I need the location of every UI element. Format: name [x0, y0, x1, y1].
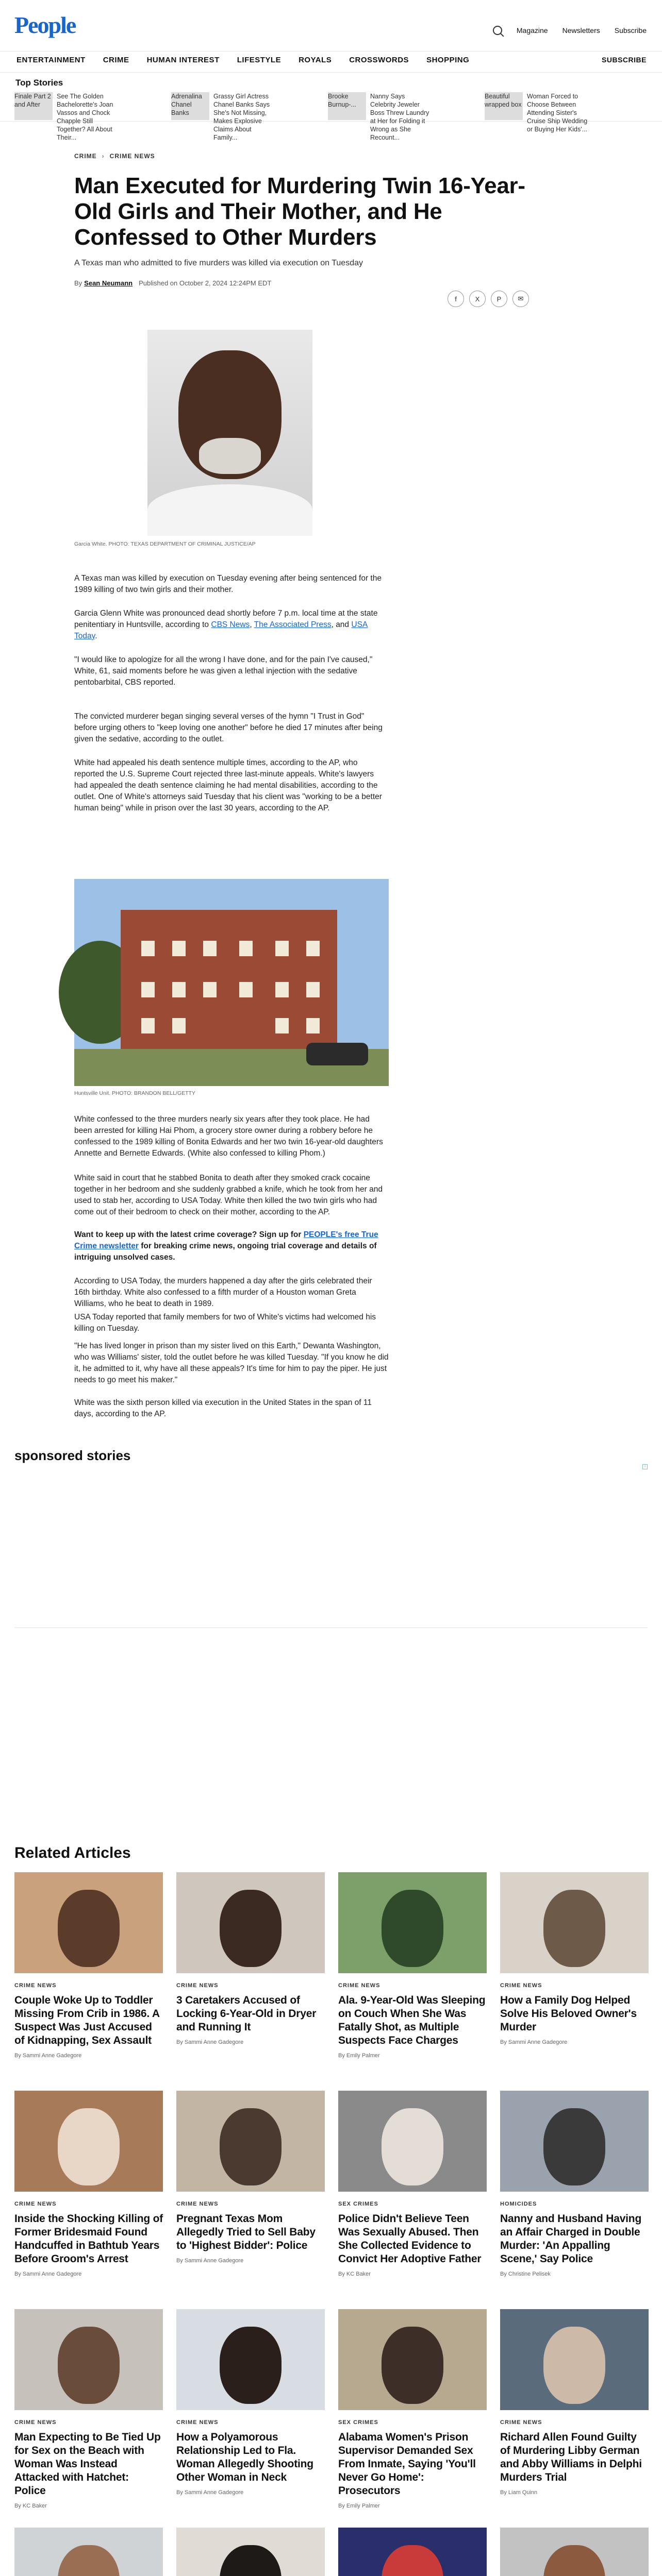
card-author: By Sammi Anne Gadegore	[176, 2258, 244, 2264]
people-logo[interactable]: People	[14, 12, 76, 38]
related-article-card[interactable]	[14, 1872, 163, 2109]
mugshot-shirt	[147, 484, 312, 536]
card-kicker: CRIME NEWS	[338, 1982, 380, 1989]
card-kicker: CRIME NEWS	[14, 2201, 57, 2207]
card-author: By Sammi Anne Gadegore	[14, 2053, 82, 2059]
card-author: By Christine Pelisek	[500, 2271, 551, 2277]
article-paragraph: A Texas man was killed by execution on Tuesday evening after being sentenced for the 1989 killing of two twin girls and their mother.	[74, 574, 382, 594]
card-kicker: CRIME NEWS	[14, 2419, 57, 2426]
article-thumbnail	[14, 2091, 163, 2192]
related-article-card[interactable]	[338, 2309, 487, 2546]
related-article-card[interactable]	[176, 2091, 325, 2328]
card-headline[interactable]: Couple Woke Up to Toddler Missing From Crib in 1986. A Suspect Was Just Accused of Kidnapping, Sex Assault	[14, 1994, 160, 2046]
article-thumbnail	[500, 2309, 649, 2410]
article-thumbnail	[338, 1872, 487, 1973]
top-stories-bar	[0, 72, 662, 141]
magazine-link[interactable]: Magazine	[516, 26, 548, 35]
breadcrumb-crime[interactable]: CRIME	[74, 152, 97, 160]
card-headline[interactable]: Ala. 9-Year-Old Was Sleeping on Couch When She Was Fatally Shot, as Multiple Suspects Face Charges	[338, 1994, 486, 2046]
adchoices-icon[interactable]: i	[642, 1464, 648, 1469]
byline	[74, 279, 543, 287]
related-article-card[interactable]	[500, 2309, 649, 2546]
article-header	[74, 152, 543, 303]
article-paragraph: White was the sixth person killed via execution in the United States in the span of 11 days, according to the AP.	[74, 1398, 372, 1418]
nav-crime[interactable]: CRIME	[103, 56, 129, 64]
card-headline[interactable]: Police Didn't Believe Teen Was Sexually Abused. Then She Collected Evidence to Convict Her Adoptive Father	[338, 2213, 482, 2265]
top-story-4[interactable]: Beautiful wrapped box Woman Forced to Choose Between Attending Sister's Cruise Ship Wedding or Buying Her Kids'...	[485, 93, 588, 133]
related-articles-title: Related Articles	[14, 1844, 131, 1861]
story-thumbnail: Adrenalina Chanel Banks	[171, 92, 209, 120]
top-stories-title: Top Stories	[15, 78, 63, 88]
card-kicker: HOMICIDES	[500, 2201, 537, 2207]
ap-link[interactable]: The Associated Press	[254, 620, 332, 629]
article-dek: A Texas man who admitted to five murders was killed via execution on Tuesday	[74, 259, 363, 267]
main-nav	[0, 56, 662, 71]
nav-human-interest[interactable]: HUMAN INTEREST	[146, 56, 220, 64]
card-author: By Sammi Anne Gadegore	[14, 2271, 82, 2277]
article-paragraph: The convicted murderer began singing several verses of the hymn "I Trust in God" before urging others to "keep loving one another" before he died 17 minutes after being given the sedative, according to the outlet.	[74, 712, 383, 743]
photo-caption-2: Huntsville Unit. PHOTO: BRANDON BELL/GETTY	[74, 1090, 195, 1096]
nav-lifestyle[interactable]: LIFESTYLE	[237, 56, 282, 64]
sponsored-ad-row[interactable]	[14, 1607, 648, 1628]
newsletter-promo: Want to keep up with the latest crime coverage? Sign up for PEOPLE's free True Crime newsletter for breaking crime news, ongoing trial coverage and details of intriguing unsolved cases.	[74, 1230, 378, 1262]
breadcrumb	[74, 152, 543, 160]
card-author: By Emily Palmer	[338, 2053, 380, 2059]
byline-prefix: By	[74, 279, 82, 287]
share-buttons	[448, 291, 529, 307]
card-kicker: CRIME NEWS	[176, 2201, 219, 2207]
cbs-news-link[interactable]: CBS News	[211, 620, 250, 629]
author-link[interactable]: Sean Neumann	[84, 279, 133, 287]
related-article-card[interactable]	[500, 1872, 649, 2109]
article-thumbnail	[176, 2091, 325, 2192]
nav-crosswords[interactable]: CROSSWORDS	[349, 56, 409, 64]
article-paragraph: "I would like to apologize for all the wrong I have done, and for the pain I've caused," White, 61, said moments before he was given a lethal injection with the sedative pentobarbital, CBS reported.	[74, 655, 373, 687]
breadcrumb-crime-news[interactable]: › CRIME NEWS	[97, 152, 155, 160]
card-headline[interactable]: 3 Caretakers Accused of Locking 6-Year-Old in Dryer and Running It	[176, 1994, 317, 2033]
card-kicker: SEX CRIMES	[338, 2201, 378, 2207]
related-article-card[interactable]	[338, 1872, 487, 2109]
article-thumbnail	[338, 2309, 487, 2410]
card-kicker: CRIME NEWS	[176, 2419, 219, 2426]
subscribe-link[interactable]: Subscribe	[614, 26, 647, 35]
related-article-card[interactable]	[176, 2309, 325, 2546]
nav-shopping[interactable]: SHOPPING	[426, 56, 470, 64]
car	[306, 1043, 368, 1065]
top-story-3[interactable]: Brooke Burnup-... Nanny Says Celebrity Jeweler Boss Threw Laundry at Her for Folding it Wrong as She Recount...	[328, 93, 429, 141]
article-thumbnail	[176, 2528, 325, 2576]
newsletters-link[interactable]: Newsletters	[562, 26, 600, 35]
card-headline[interactable]: How a Polyamorous Relationship Led to Fla. Woman Allegedly Shooting Other Woman in Neck	[176, 2431, 313, 2483]
article-thumbnail	[338, 2091, 487, 2192]
article-paragraph: According to USA Today, the murders happened a day after the girls celebrated their 16th birthday. White also confessed to a fifth murder of a Houston woman Greta Williams, who he beat to death in 1989.	[74, 1277, 372, 1308]
card-kicker: CRIME NEWS	[176, 1982, 219, 1989]
card-kicker: CRIME NEWS	[500, 1982, 542, 1989]
card-author: By KC Baker	[338, 2271, 371, 2277]
card-author: By Sammi Anne Gadegore	[176, 2039, 244, 2045]
header-actions	[493, 26, 647, 35]
card-author: By Sammi Anne Gadegore	[500, 2039, 568, 2045]
top-story-1[interactable]: Finale Part 2 and After See The Golden Bachelorette's Joan Vassos and Chock Chapple Still Together? All About Their...	[14, 93, 113, 141]
related-article-card[interactable]	[176, 2528, 325, 2576]
story-thumbnail: Beautiful wrapped box	[485, 92, 523, 120]
card-headline[interactable]: Man Expecting to Be Tied Up for Sex on the Beach with Woman Was Instead Attacked with Hatchet: Police	[14, 2431, 161, 2497]
article-thumbnail	[14, 2309, 163, 2410]
related-article-card[interactable]	[14, 2528, 163, 2576]
article-thumbnail	[500, 2091, 649, 2192]
story-thumbnail: Finale Part 2 and After	[14, 92, 53, 120]
related-article-card[interactable]	[14, 2309, 163, 2546]
card-headline[interactable]: How a Family Dog Helped Solve His Beloved Owner's Murder	[500, 1994, 637, 2033]
article-thumbnail	[500, 2528, 649, 2576]
x-icon[interactable]: X	[469, 291, 486, 307]
article-thumbnail	[176, 2309, 325, 2410]
newsletter-link[interactable]: PEOPLE's free True Crime newsletter	[74, 1230, 378, 1250]
site-header	[0, 0, 662, 52]
article-paragraph: "He has lived longer in prison than my sister lived on this Earth," Dewanta Washington, who was Williams' sister, told the outlet before he was killed Tuesday. "If you know he did it, he admitted to it, why have all these appeals? It's time for him to pay the piper. He just needs to go meet his maker."	[74, 1342, 389, 1384]
related-article-card[interactable]	[338, 2528, 487, 2576]
related-article-card[interactable]	[500, 2528, 649, 2576]
card-kicker: CRIME NEWS	[14, 1982, 57, 1989]
card-author: By Liam Quinn	[500, 2489, 538, 2496]
card-headline[interactable]: Alabama Women's Prison Supervisor Demanded Sex From Inmate, Saying 'You'll Never Go Home': Prosecutors	[338, 2431, 476, 2497]
article-thumbnail	[176, 1872, 325, 1973]
nav-entertainment[interactable]: ENTERTAINMENT	[16, 56, 86, 64]
story-thumbnail: Brooke Burnup-...	[328, 92, 366, 120]
top-story-2[interactable]: Adrenalina Chanel Banks Grassy Girl Actress Chanel Banks Says She's Not Missing, Makes Explosive Claims About Family...	[171, 93, 270, 141]
sponsored-stories-title: sponsored stories	[14, 1448, 131, 1463]
related-article-card[interactable]	[14, 2091, 163, 2328]
article-thumbnail	[500, 1872, 649, 1973]
article-thumbnail	[14, 2528, 163, 2576]
prison-building-image	[74, 879, 389, 1086]
article-thumbnail	[338, 2528, 487, 2576]
card-author: By Sammi Anne Gadegore	[176, 2489, 244, 2496]
search-icon[interactable]	[493, 26, 502, 35]
nav-subscribe-button[interactable]: SUBSCRIBE	[602, 56, 647, 64]
related-article-card[interactable]	[500, 2091, 649, 2328]
building	[121, 910, 337, 1054]
publish-date: Published on October 2, 2024 12:24PM EDT	[139, 279, 272, 287]
related-article-card[interactable]	[176, 1872, 325, 2109]
card-kicker: SEX CRIMES	[338, 2419, 378, 2426]
article-title: Man Executed for Murdering Twin 16-Year-Old Girls and Their Mother, and He Confessed to Other Murders	[74, 173, 525, 250]
article-paragraph: White had appealed his death sentence multiple times, according to the AP, who reported the U.S. Supreme Court rejected three last-minute appeals. White's lawyers had appealed the death sentence claiming he had mental disabilities, according to the outlet. One of White's attorneys said Tuesday that his client was "working to be a better human being" while in prison over the last 30 years, according to the AP.	[74, 758, 382, 812]
nav-royals[interactable]: ROYALS	[299, 56, 332, 64]
facebook-icon[interactable]: f	[448, 291, 464, 307]
card-headline[interactable]: Richard Allen Found Guilty of Murdering Libby German and Abby Williams in Delphi Murders Trial	[500, 2431, 642, 2483]
card-headline[interactable]: Inside the Shocking Killing of Former Bridesmaid Found Handcuffed in Bathtub Years Before Groom's Arrest	[14, 2213, 163, 2265]
card-kicker: CRIME NEWS	[500, 2419, 542, 2426]
pinterest-icon[interactable]: P	[491, 291, 507, 307]
article-thumbnail	[14, 1872, 163, 1973]
card-headline[interactable]: Pregnant Texas Mom Allegedly Tried to Sell Baby to 'Highest Bidder': Police	[176, 2213, 316, 2251]
card-author: By Emily Palmer	[338, 2503, 380, 2509]
mugshot-image	[147, 330, 312, 536]
email-icon[interactable]: ✉	[512, 291, 529, 307]
article-paragraph: USA Today reported that family members for two of White's victims had welcomed his killing on Tuesday.	[74, 1313, 376, 1333]
article-paragraph: White confessed to the three murders nearly six years after they took place. He had been arrested for killing Hai Phom, a grocery store owner during a robbery before he confessed to the 1989 killing of Bonita Edwards and her two twin 16-year-old daughters Annette and Bernette Edwards. (White also confessed to killing Phom.)	[74, 1115, 383, 1158]
mugshot-beard	[199, 438, 261, 474]
article-paragraph: White said in court that he stabbed Bonita to death after they smoked crack cocaine together in her bedroom and she suddenly grabbed a knife, which he took from her and used to stab her, according to USA Today. White then killed the two twin girls who had come out of their bedroom to check on their mother, according to the AP.	[74, 1174, 383, 1216]
usa-today-link[interactable]: USA Today	[74, 620, 368, 640]
photo-caption-1: Garcia White. PHOTO: TEXAS DEPARTMENT OF CRIMINAL JUSTICE/AP	[74, 541, 256, 547]
card-author: By KC Baker	[14, 2503, 47, 2509]
related-article-card[interactable]	[338, 2091, 487, 2328]
card-headline[interactable]: Nanny and Husband Having an Affair Charged in Double Murder: 'An Appalling Scene,' Say Police	[500, 2213, 642, 2265]
article-paragraph: Garcia Glenn White was pronounced dead shortly before 7 p.m. local time at the state penitentiary in Huntsville, according to CBS News, The Associated Press, and USA Today.	[74, 609, 378, 640]
